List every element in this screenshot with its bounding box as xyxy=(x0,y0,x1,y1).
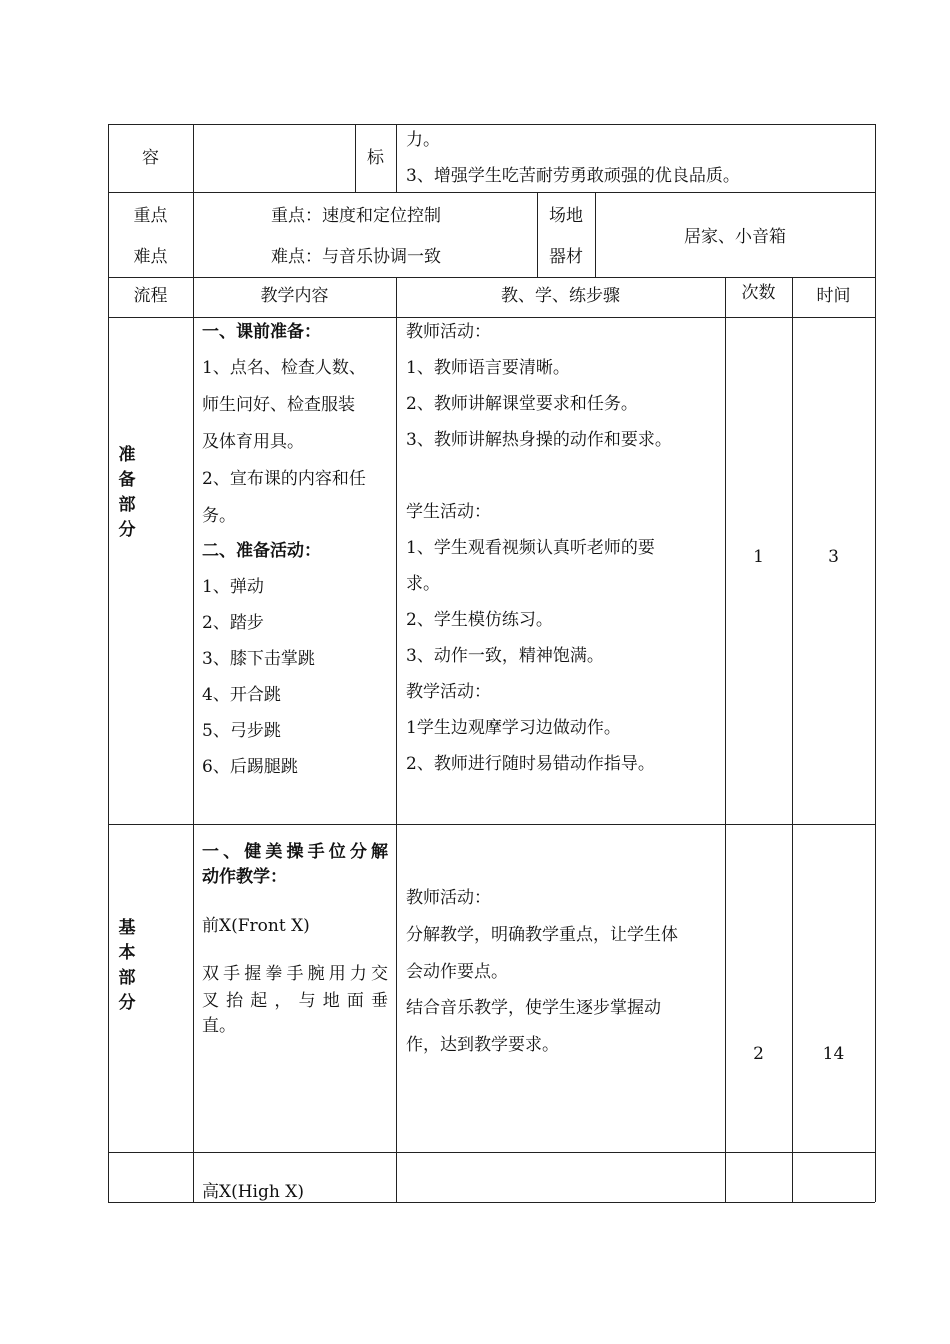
prep-item: 2、宣布课的内容和任 xyxy=(202,469,366,489)
prep-time: 3 xyxy=(828,547,839,567)
prep-step: 2、学生模仿练习。 xyxy=(406,610,553,630)
row-divider xyxy=(108,824,875,825)
prep-item: 5、弓步跳 xyxy=(202,721,281,741)
basic-step: 教师活动： xyxy=(406,888,491,908)
basic-count: 2 xyxy=(753,1044,764,1064)
prep-item: 2、踏步 xyxy=(202,613,264,633)
prep-item: 1、点名、检查人数、 xyxy=(202,358,366,378)
move-description: 叉抬起，与地面垂 xyxy=(202,991,388,1011)
move-name: 前X(Front X) xyxy=(202,916,310,936)
basic-step: 会动作要点。 xyxy=(406,962,508,982)
goal-label: 标 xyxy=(367,148,384,168)
difficulty-label: 难点 xyxy=(133,247,168,267)
prep-step: 3、教师讲解热身操的动作和要求。 xyxy=(406,430,672,450)
prep-item: 1、弹动 xyxy=(202,577,264,597)
header-content: 教学内容 xyxy=(260,286,329,306)
prep-step: 1学生边观摩学习边做动作。 xyxy=(406,718,621,738)
prep-count: 1 xyxy=(753,547,764,567)
header-time: 时间 xyxy=(816,286,851,306)
row-divider xyxy=(108,277,875,278)
basic-heading: 动作教学： xyxy=(202,867,287,887)
prep-item: 及体育用具。 xyxy=(202,432,304,452)
basic-heading: 一、健美操手位分解 xyxy=(202,842,388,862)
prep-step: 求。 xyxy=(406,574,440,594)
move-name: 高X(High X) xyxy=(202,1182,304,1202)
difficulty-text: 难点：与音乐协调一致 xyxy=(271,247,441,267)
prep-step: 2、教师讲解课堂要求和任务。 xyxy=(406,394,638,414)
prep-step: 1、教师语言要清晰。 xyxy=(406,358,570,378)
basic-step: 分解教学，明确教学重点，让学生体 xyxy=(406,925,678,945)
row-divider xyxy=(108,192,875,193)
prep-heading: 二、准备活动： xyxy=(202,541,321,561)
basic-section-label: 基 本 部 分 xyxy=(118,918,136,1013)
prep-step: 2、教师进行随时易错动作指导。 xyxy=(406,754,655,774)
move-description: 双手握拳手腕用力交 xyxy=(202,964,388,984)
col-divider xyxy=(396,124,397,192)
basic-step: 作，达到教学要求。 xyxy=(406,1035,559,1055)
header-process: 流程 xyxy=(133,286,168,306)
prep-step: 教师活动： xyxy=(406,322,491,342)
basic-step: 结合音乐教学，使学生逐步掌握动 xyxy=(406,998,661,1018)
prep-heading: 一、课前准备： xyxy=(202,322,321,342)
prep-section-label: 准 备 部 分 xyxy=(118,445,136,540)
goal-line: 力。 xyxy=(406,130,440,150)
venue-value: 居家、小音箱 xyxy=(684,227,786,247)
table-border-right xyxy=(875,124,876,1202)
prep-step: 1、学生观看视频认真听老师的要 xyxy=(406,538,655,558)
equipment-label: 器材 xyxy=(549,247,583,267)
goal-line: 3、增强学生吃苦耐劳勇敢顽强的优良品质。 xyxy=(406,166,740,186)
prep-item: 务。 xyxy=(202,506,236,526)
table-border-bottom xyxy=(108,1202,875,1203)
basic-time: 14 xyxy=(822,1044,845,1064)
header-steps: 教、学、练步骤 xyxy=(501,286,620,306)
prep-item: 6、后踢腿跳 xyxy=(202,757,298,777)
row-divider xyxy=(108,1152,875,1153)
prep-item: 3、膝下击掌跳 xyxy=(202,649,315,669)
prep-step: 学生活动： xyxy=(406,502,491,522)
header-count: 次数 xyxy=(741,283,776,303)
prep-step: 3、动作一致，精神饱满。 xyxy=(406,646,604,666)
content-label: 容 xyxy=(142,148,159,168)
prep-item: 4、开合跳 xyxy=(202,685,281,705)
row-divider xyxy=(108,317,875,318)
focus-label: 重点 xyxy=(133,206,168,226)
prep-step: 教学活动： xyxy=(406,682,491,702)
focus-text: 重点：速度和定位控制 xyxy=(271,206,441,226)
table-border-top xyxy=(108,124,875,125)
col-divider xyxy=(396,277,397,1202)
prep-item: 师生问好、检查服装 xyxy=(202,395,355,415)
venue-label: 场地 xyxy=(549,206,583,226)
move-description: 直。 xyxy=(202,1016,236,1036)
